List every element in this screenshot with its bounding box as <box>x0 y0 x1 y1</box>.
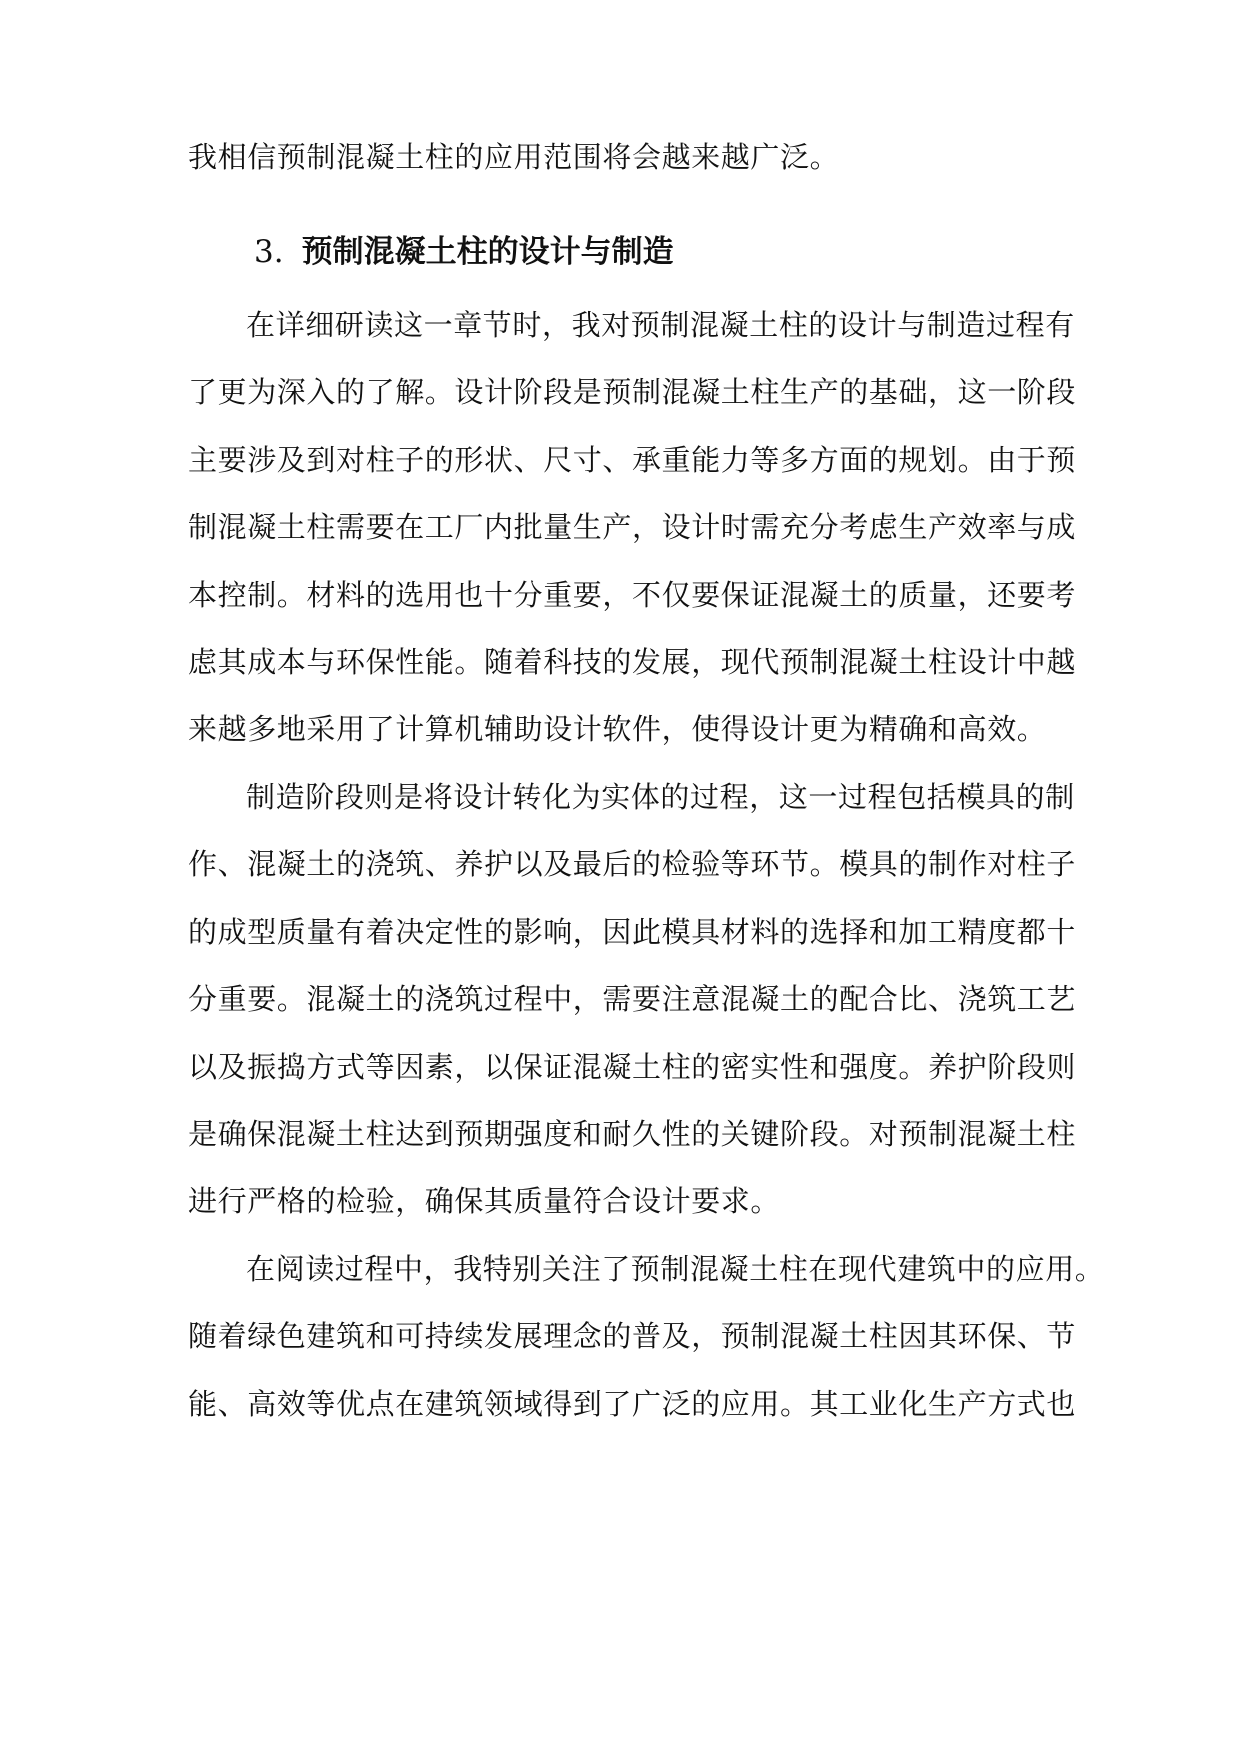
paragraph-1-line: 制混凝土柱需要在工厂内批量生产，设计时需充分考虑生产效率与成 <box>188 510 1077 544</box>
paragraph-2-line: 是确保混凝土柱达到预期强度和耐久性的关键阶段。对预制混凝土柱 <box>188 1117 1077 1151</box>
section-title: 预制混凝土柱的设计与制造 <box>301 234 674 270</box>
paragraph-2-line: 的成型质量有着决定性的影响，因此模具材料的选择和加工精度都十 <box>188 915 1077 949</box>
section-heading <box>254 231 1054 273</box>
paragraph-2-line: 分重要。混凝土的浇筑过程中，需要注意混凝土的配合比、浇筑工艺 <box>188 982 1077 1016</box>
paragraph-2-line: 进行严格的检验，确保其质量符合设计要求。 <box>188 1184 781 1218</box>
paragraph-3-line: 随着绿色建筑和可持续发展理念的普及，预制混凝土柱因其环保、节 <box>188 1319 1077 1353</box>
paragraph-1-line: 来越多地采用了计算机辅助设计软件，使得设计更为精确和高效。 <box>188 712 1047 746</box>
paragraph-1-line: 了更为深入的了解。设计阶段是预制混凝土柱生产的基础，这一阶段 <box>188 375 1077 409</box>
paragraph-1-line: 本控制。材料的选用也十分重要，不仅要保证混凝土的质量，还要考 <box>188 578 1077 612</box>
paragraph-1-line: 主要涉及到对柱子的形状、尺寸、承重能力等多方面的规划。由于预 <box>188 443 1077 477</box>
paragraph-2-line: 制造阶段则是将设计转化为实体的过程，这一过程包括模具的制 <box>246 780 1075 814</box>
carry-over-line: 我相信预制混凝土柱的应用范围将会越来越广泛。 <box>188 140 840 174</box>
paragraph-2-line: 以及振捣方式等因素，以保证混凝土柱的密实性和强度。养护阶段则 <box>188 1050 1077 1084</box>
section-number: 3. <box>254 234 284 270</box>
paragraph-1-line: 在详细研读这一章节时，我对预制混凝土柱的设计与制造过程有 <box>246 308 1075 342</box>
paragraph-3-line: 在阅读过程中，我特别关注了预制混凝土柱在现代建筑中的应用。 <box>246 1252 1105 1286</box>
paragraph-2-line: 作、混凝土的浇筑、养护以及最后的检验等环节。模具的制作对柱子 <box>188 847 1077 881</box>
paragraph-3-line: 能、高效等优点在建筑领域得到了广泛的应用。其工业化生产方式也 <box>188 1387 1077 1421</box>
paragraph-1-line: 虑其成本与环保性能。随着科技的发展，现代预制混凝土柱设计中越 <box>188 645 1077 679</box>
